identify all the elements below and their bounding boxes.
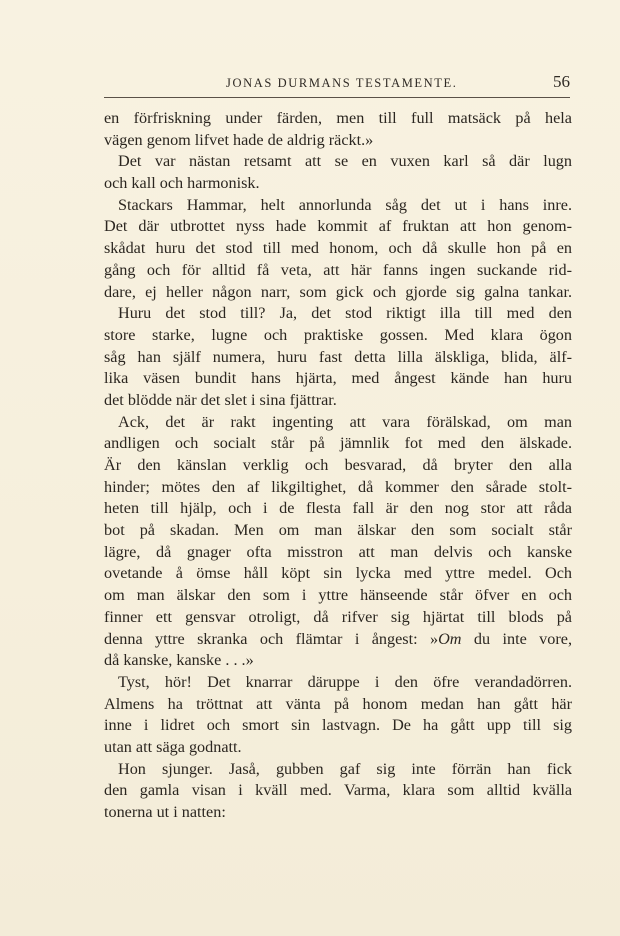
text-fragment: denna yttre skranka och flämtar i ångest: » [104, 629, 439, 648]
text-line: Ack, det är rakt ingenting att vara förälskad, om man [118, 412, 572, 431]
text-line: ovetande å ömse håll köpt sin lycka med yttre medel. Och [104, 564, 572, 583]
text-line: andligen och socialt står på jämnlik fot med den älskade. [104, 434, 572, 453]
body-text [104, 108, 572, 824]
text-line: en förfriskning under färden, men till full matsäck på hela [104, 109, 572, 127]
text-line: Det var nästan retsamt att se en vuxen karl så där lugn [118, 152, 572, 171]
text-line: store starke, lugne och praktiske gossen. Med klara ögon [104, 325, 572, 344]
text-line: inne i lidret och smort sin lastvagn. De ha gått upp till sig [104, 716, 572, 735]
paragraph [104, 151, 572, 194]
text-line: Det där utbrottet nyss hade kommit af fruktan att hon genom- [104, 217, 572, 236]
text-line: såg han själf numera, huru fast detta lilla älskliga, blida, älf- [104, 347, 572, 366]
paragraph [104, 303, 572, 411]
text-line: skådat huru det stod till med honom, och då skulle hon på en [104, 239, 572, 258]
paragraph [104, 108, 572, 151]
running-head [104, 74, 574, 96]
text-line: lägre, då gnager ofta misstron att man delvis och kanske [104, 542, 572, 561]
text-line: om man älskar den som i yttre hänseende står öfver en och [104, 586, 572, 605]
text-line: finner ett gensvar otroligt, då rifver sig hjärtat till blods på [104, 607, 572, 626]
text-line: lika väsen bundit hans hjärta, med ångest kände han huru [104, 369, 572, 388]
text-line: Är den känslan verklig och besvarad, då bryter den alla [104, 456, 572, 474]
text-line: heten till hjälp, och i de flesta fall är den nog stor att råda [104, 499, 572, 518]
text-line: gång och för alltid få veta, att här fanns ingen suckande rid- [104, 260, 572, 279]
text-line: vägen genom lifvet hade de aldrig räckt.» [104, 130, 374, 149]
paragraph [104, 412, 572, 672]
text-line: utan att säga godnatt. [104, 737, 242, 756]
header-rule [104, 97, 570, 98]
paragraph [104, 195, 572, 303]
emphasis-word: Om [438, 629, 462, 648]
text-fragment: du inte vore, [461, 629, 572, 648]
text-line: Stackars Hammar, helt annorlunda såg det ut i hans inre. [118, 195, 572, 214]
text-line-with-emphasis [104, 629, 572, 651]
text-line: Tyst, hör! Det knarrar däruppe i den öfre verandadörren. [118, 672, 572, 691]
paragraph [104, 672, 572, 759]
running-title: JONAS DURMANS TESTAMENTE. [226, 76, 458, 90]
text-line: Hon sjunger. Jaså, gubben gaf sig inte förrän han fick [118, 759, 572, 778]
text-line: hinder; mötes den af likgiltighet, då kommer den sårade stolt- [104, 477, 572, 496]
text-line: dare, ej heller någon narr, som gick och gjorde sig galna tankar. [104, 282, 572, 301]
page-number: 56 [553, 72, 570, 91]
text-line: Almens ha tröttnat att vänta på honom medan han gått här [104, 694, 572, 713]
text-line: Huru det stod till? Ja, det stod riktigt illa till med den [118, 304, 572, 323]
text-line: då kanske, kanske . . .» [104, 651, 254, 670]
paragraph [104, 759, 572, 824]
text-line: och kall och harmonisk. [104, 174, 260, 193]
text-line: bot på skadan. Men om man älskar den som socialt står [104, 521, 572, 540]
text-line: det blödde när det slet i sina fjättrar. [104, 390, 337, 409]
text-line: tonerna ut i natten: [104, 803, 226, 821]
text-line: den gamla visan i kväll med. Varma, klara som alltid kvälla [104, 781, 572, 800]
